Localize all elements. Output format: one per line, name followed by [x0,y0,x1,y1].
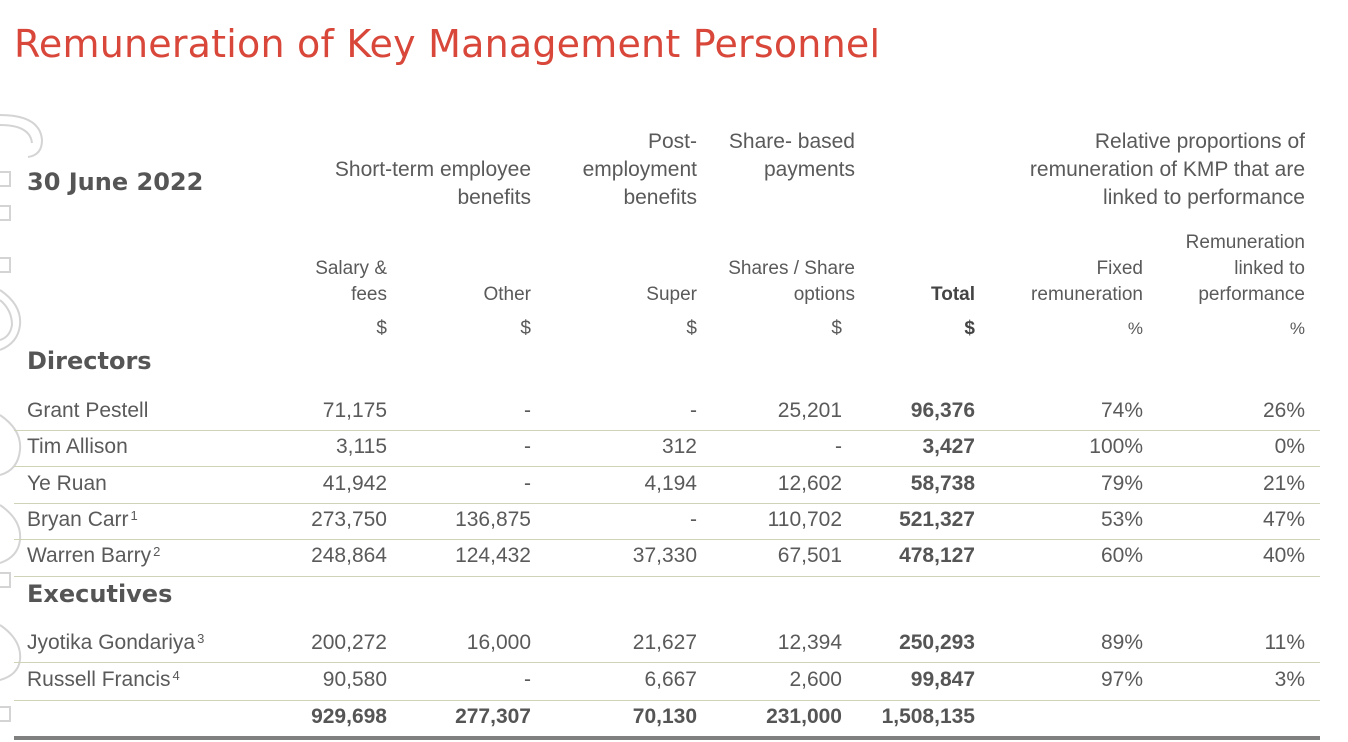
other-value: - [524,435,531,458]
shares-value: 110,702 [767,508,842,531]
salary-value: 200,272 [311,631,387,654]
super-value: 21,627 [632,631,697,654]
salary-value: 273,750 [311,508,387,531]
person-name [27,667,180,693]
person-name-text: Jyotika Gondariya [27,631,196,654]
row-divider [14,539,1320,540]
table-row [0,543,1348,579]
performance-pct: 40% [1262,544,1305,567]
person-name: Ye Ruan [27,472,107,495]
performance-pct: 11% [1264,631,1305,654]
person-name [27,630,204,656]
unit-other: $ [520,318,531,339]
person-name [27,543,160,569]
person-name: Grant Pestell [27,399,149,422]
col-shares: Shares / Share options [728,258,855,305]
unit-performance: % [1289,319,1305,338]
total-shares: 231,000 [766,705,842,728]
total-total: 1,508,135 [881,705,975,728]
unit-fixed: % [1127,319,1143,338]
salary-value: 71,175 [322,399,387,422]
other-value: 16,000 [466,631,531,654]
row-divider [14,576,1320,577]
row-divider [14,430,1320,431]
table-row [0,471,1348,507]
footnote-ref: 1 [130,508,138,523]
total-super: 70,130 [632,705,697,728]
table-row [0,630,1348,666]
salary-value: 41,942 [322,472,387,495]
shares-value: 25,201 [777,399,842,422]
person-name: Tim Allison [27,435,128,458]
performance-pct: 21% [1262,472,1305,495]
other-value: - [524,668,531,691]
person-name-text: Russell Francis [27,668,171,691]
table-row [0,398,1348,434]
period-label: 30 June 2022 [27,168,204,196]
col-other: Other [483,284,531,305]
super-value: 37,330 [632,544,697,567]
table-bottom-border [14,736,1320,740]
total-value: 478,127 [899,544,975,567]
header-relative-proportions: Relative proportions of remuneration of KMP that are linked to performance [1029,130,1305,209]
fixed-pct: 100% [1089,435,1143,458]
performance-pct: 0% [1274,435,1305,458]
shares-value: 12,602 [777,472,842,495]
table-row [0,667,1348,703]
fixed-pct: 89% [1100,631,1143,654]
person-name-text: Bryan Carr [27,508,129,531]
shares-value: 67,501 [777,544,842,567]
person-name-text: Warren Barry [27,544,152,567]
section-executives: Executives [27,580,173,608]
footnote-ref: 3 [197,631,205,646]
super-value: - [690,508,697,531]
row-divider [14,700,1320,701]
other-value: - [524,472,531,495]
header-short-term: Short-term employee benefits [334,158,531,209]
total-value: 521,327 [899,508,975,531]
total-value: 250,293 [899,631,975,654]
fixed-pct: 53% [1100,508,1143,531]
salary-value: 90,580 [322,668,387,691]
col-super: Super [646,284,697,305]
footnote-ref: 4 [172,668,180,683]
fixed-pct: 60% [1100,544,1143,567]
performance-pct: 26% [1262,399,1305,422]
section-directors: Directors [27,347,152,375]
total-other: 277,307 [455,705,531,728]
salary-value: 248,864 [311,544,387,567]
total-value: 58,738 [910,472,975,495]
total-salary: 929,698 [311,705,387,728]
row-divider [14,466,1320,467]
super-value: 6,667 [644,668,697,691]
super-value: - [690,399,697,422]
col-performance: Remuneration linked to performance [1185,232,1305,305]
header-share-based: Share- based payments [728,130,855,181]
total-value: 99,847 [910,668,975,691]
row-divider [14,662,1320,663]
shares-value: 12,394 [777,631,842,654]
col-salary-fees: Salary & fees [315,258,387,305]
salary-value: 3,115 [336,435,387,458]
footnote-ref: 2 [153,544,161,559]
unit-salary: $ [376,318,387,339]
table-row [0,434,1348,470]
other-value: 136,875 [455,508,531,531]
fixed-pct: 97% [1100,668,1143,691]
col-total: Total [931,284,975,305]
unit-shares: $ [831,318,842,339]
table-row [0,507,1348,543]
total-value: 3,427 [922,435,975,458]
col-fixed: Fixed remuneration [1031,258,1143,305]
totals-row [0,704,1348,740]
person-name [27,507,138,533]
shares-value: 2,600 [789,668,842,691]
fixed-pct: 74% [1100,399,1143,422]
super-value: 4,194 [644,472,697,495]
total-value: 96,376 [910,399,975,422]
shares-value: - [835,435,842,458]
page-title: Remuneration of Key Management Personnel [14,22,881,66]
header-post-employment: Post- employment benefits [582,130,697,209]
other-value: 124,432 [455,544,531,567]
other-value: - [524,399,531,422]
performance-pct: 3% [1274,668,1305,691]
row-divider [14,503,1320,504]
performance-pct: 47% [1262,508,1305,531]
unit-super: $ [686,318,697,339]
super-value: 312 [661,435,697,458]
fixed-pct: 79% [1100,472,1143,495]
unit-total: $ [964,318,975,339]
